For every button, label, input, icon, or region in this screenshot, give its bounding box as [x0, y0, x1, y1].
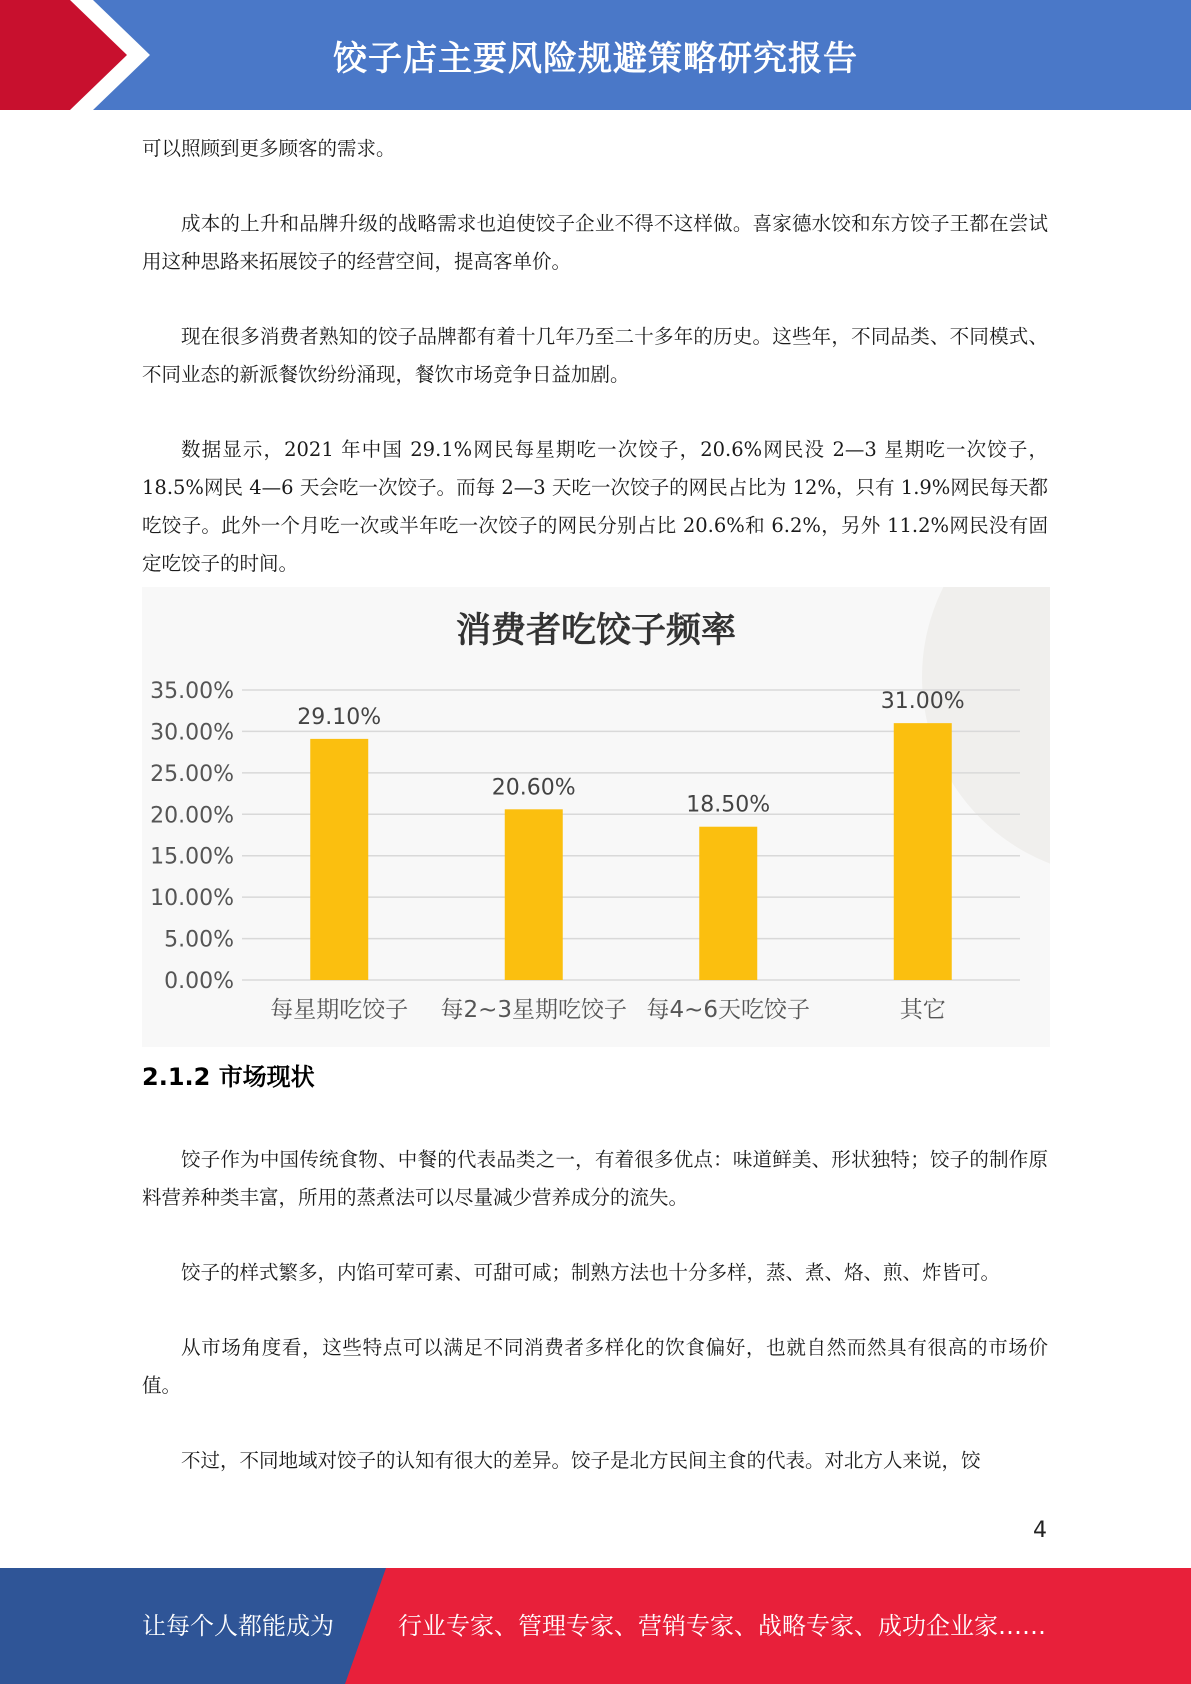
y-tick-label: 25.00% — [150, 761, 234, 787]
bar-value-label: 18.50% — [686, 792, 771, 818]
chart-canvas — [142, 587, 1050, 1047]
frequency-chart — [142, 587, 1050, 1047]
y-tick-label: 30.00% — [150, 720, 234, 746]
y-tick-label: 5.00% — [164, 927, 234, 953]
chart-bar — [699, 827, 757, 980]
y-tick-label: 35.00% — [150, 679, 234, 704]
bar-value-label: 29.10% — [297, 704, 382, 730]
bar-value-label: 20.60% — [491, 775, 576, 801]
page-footer — [0, 1568, 1191, 1684]
paragraph: 数据显示，2021 年中国 29.1%网民每星期吃一次饺子，20.6%网民没 2—3 星期吃一次饺子，18.5%网民 4—6 天会吃一次饺子。而每 2—3 天吃一次饺子的网民占比为 12%，只有 1.9%网民每天都吃饺子。此外一个月吃一次或半年吃一次饺子的网民分别占比 20.6%和 6.2%，另外 11.2%网民没有固定吃饺子的时间。 — [142, 438, 1048, 575]
footer-slogan-left: 让每个人都能成为 — [142, 1612, 334, 1640]
paragraph: 现在很多消费者熟知的饺子品牌都有着十几年乃至二十多年的历史。这些年，不同品类、不同模式、不同业态的新派餐饮纷纷涌现，餐饮市场竞争日益加剧。 — [142, 325, 1048, 386]
paragraph: 饺子的样式繁多，内馅可荤可素、可甜可咸；制熟方法也十分多样，蒸、煮、烙、煎、炸皆可。 — [181, 1261, 1001, 1284]
y-tick-label: 10.00% — [150, 886, 234, 912]
chart-x-axis — [270, 997, 946, 1023]
chart-y-axis — [150, 679, 234, 994]
report-title: 饺子店主要风险规避策略研究报告 — [333, 38, 858, 79]
page-number: 4 — [1033, 1518, 1047, 1543]
header-arrow-decoration — [0, 0, 150, 110]
paragraph: 可以照顾到更多顾客的需求。 — [142, 137, 396, 160]
y-tick-label: 15.00% — [150, 844, 234, 870]
chart-value-labels — [297, 689, 964, 818]
chart-bar — [310, 739, 368, 980]
chart-title: 消费者吃饺子频率 — [455, 611, 737, 651]
section-heading: 2.1.2 市场现状 — [142, 1063, 315, 1091]
x-category-label: 每2~3星期吃饺子 — [440, 997, 628, 1023]
paragraph: 不过，不同地域对饺子的认知有很大的差异。饺子是北方民间主食的代表。对北方人来说，饺 — [181, 1449, 981, 1472]
chart-bar — [894, 723, 952, 980]
paragraph: 饺子作为中国传统食物、中餐的代表品类之一，有着很多优点：味道鲜美、形状独特；饺子的制作原料营养种类丰富，所用的蒸煮法可以尽量减少营养成分的流失。 — [142, 1148, 1048, 1209]
bar-value-label: 31.00% — [880, 689, 965, 715]
chart-bar — [505, 809, 563, 980]
paragraph: 从市场角度看，这些特点可以满足不同消费者多样化的饮食偏好，也就自然而然具有很高的市场价值。 — [142, 1336, 1048, 1397]
y-tick-label: 20.00% — [150, 803, 234, 829]
chart-bars — [310, 723, 952, 980]
page-header — [0, 0, 1191, 110]
x-category-label: 其它 — [899, 997, 946, 1023]
paragraph: 成本的上升和品牌升级的战略需求也迫使饺子企业不得不这样做。喜家德水饺和东方饺子王都在尝试用这种思路来拓展饺子的经营空间，提高客单价。 — [142, 212, 1048, 273]
footer-slogan-right: 行业专家、管理专家、营销专家、战略专家、成功企业家…… — [398, 1612, 1046, 1640]
x-category-label: 每4~6天吃饺子 — [646, 997, 811, 1023]
x-category-label: 每星期吃饺子 — [270, 997, 409, 1023]
y-tick-label: 0.00% — [164, 969, 234, 994]
page-content — [142, 130, 1048, 1480]
